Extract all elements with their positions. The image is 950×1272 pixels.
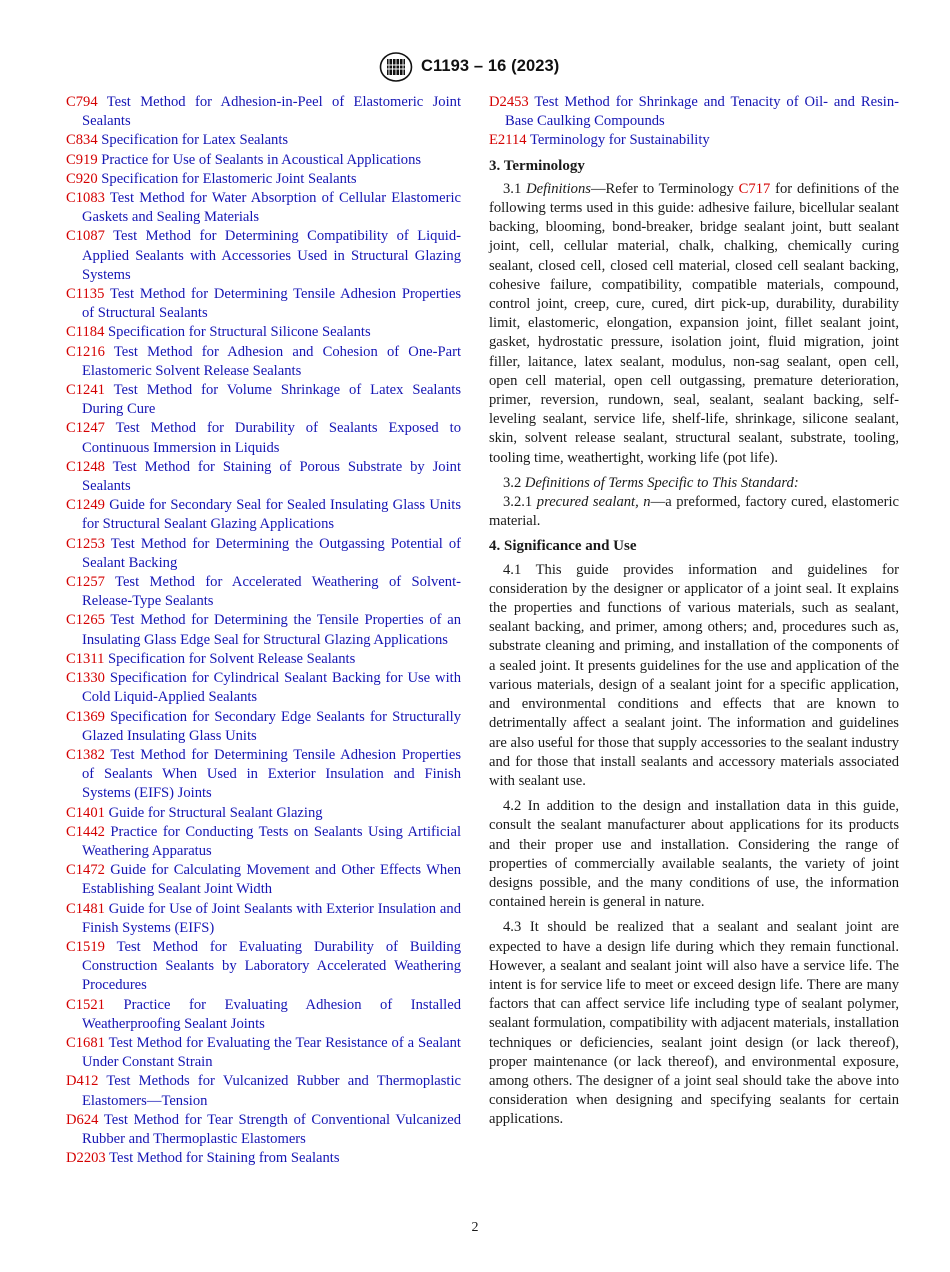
reference-entry (489, 131, 899, 150)
defined-term: precured sealant, n (536, 494, 651, 511)
reference-code-link[interactable]: C794 (66, 94, 98, 110)
reference-title-link[interactable]: Practice for Evaluating Adhesion of Installed Weatherproofing Sealant Joints (82, 996, 462, 1032)
paragraph-text: —Refer to Terminology (590, 180, 739, 197)
reference-title-link[interactable]: Test Method for Adhesion-in-Peel of Elastomeric Joint Sealants (82, 94, 461, 130)
reference-code-link[interactable]: C1472 (66, 862, 105, 879)
reference-title-link[interactable]: Test Method for Staining from Sealants (109, 1150, 340, 1167)
reference-entry (66, 1149, 461, 1168)
reference-entry (66, 458, 461, 496)
reference-title-link[interactable]: Test Method for Determining Tensile Adhesion Properties of Structural Sealants (82, 286, 461, 322)
reference-entry (66, 343, 461, 381)
reference-code-link[interactable]: C1253 (66, 535, 105, 552)
reference-title-link[interactable]: Test Method for Tear Strength of Conventional Vulcanized Rubber and Thermoplastic Elastomers (82, 1111, 461, 1147)
reference-title-link[interactable]: Terminology for Sustainability (529, 132, 710, 149)
reference-entry (66, 381, 461, 419)
reference-title-link[interactable]: Test Method for Durability of Sealants Exposed to Continuous Immersion in Liquids (82, 420, 461, 456)
reference-title-link[interactable]: Specification for Cylindrical Sealant Backing for Use with Cold Liquid-Applied Sealants (82, 670, 461, 706)
reference-code-link[interactable]: C919 (66, 151, 98, 168)
reference-code-link[interactable]: D2453 (489, 94, 529, 110)
reference-code-link[interactable]: C1184 (66, 324, 105, 341)
paragraph-3-2-1 (489, 493, 899, 531)
page-number: 2 (471, 1220, 479, 1235)
right-column (489, 93, 899, 1136)
reference-entry (66, 227, 461, 285)
reference-title-link[interactable]: Test Method for Shrinkage and Tenacity of Oil- and Resin-Base Caulking Compounds (505, 94, 899, 130)
reference-title-link[interactable]: Test Methods for Vulcanized Rubber and Thermoplastic Elastomers—Tension (82, 1073, 461, 1109)
reference-title-link[interactable]: Specification for Latex Sealants (101, 132, 289, 149)
reference-entry (66, 804, 461, 823)
paragraph-number: 3.2 (503, 474, 522, 491)
reference-code-link[interactable]: C1681 (66, 1034, 105, 1051)
reference-code-link[interactable]: C834 (66, 132, 98, 149)
reference-entry (66, 1111, 461, 1149)
reference-title-link[interactable]: Test Method for Determining Tensile Adhesion Properties of Sealants When Used in Exterior Insulation and Finish Systems (EIFS) Joints (82, 746, 461, 802)
reference-title-link[interactable]: Test Method for Evaluating the Tear Resistance of a Sealant Under Constant Strain (82, 1034, 461, 1071)
astm-logo-icon (379, 50, 413, 84)
reference-title-link[interactable]: Test Method for Determining Compatibility of Liquid-Applied Sealants with Accessories Used in Structural Glazing Systems (82, 228, 461, 283)
reference-code-link[interactable]: C920 (66, 170, 98, 187)
reference-code-link[interactable]: C1519 (66, 938, 105, 955)
referenced-documents-list (66, 93, 461, 1168)
reference-title-link[interactable]: Test Method for Accelerated Weathering of Solvent-Release-Type Sealants (82, 574, 461, 610)
reference-title-link[interactable]: Specification for Secondary Edge Sealants for Structurally Glazed Insulating Glass Units (82, 708, 461, 744)
terminology-heading: 3. Terminology (489, 157, 585, 174)
reference-title-link[interactable]: Guide for Structural Sealant Glazing (108, 804, 323, 821)
definitions-specific-label: Definitions of Terms Specific to This Standard: (524, 474, 799, 491)
reference-entry (66, 708, 461, 746)
definitions-label: Definitions (526, 180, 591, 197)
reference-entry (66, 573, 461, 611)
paragraph-text: for definitions of the following terms used in this guide: adhesive failure, bicellular sealant backing, blooming, bond-breaker, bridge sealant joint, butt sealant joint, cell, cellular material, chalk, chalking, chemically curing sealant, closed cell, closed cell material, closed cell sealant backing, cohesive failure, compatibility, compatible materials, compound, control joint, creep, cure, cured, dirt pick-up, durability, durability limit, elastomeric, elongation, expansion joint, fillet sealant joint, gasket, hydrostatic pressure, isolation joint, fluid migration, joint filler, laitance, latex sealant, modulus, non-sag sealant, open cell, open cell material, open cell outgassing, premature deterioration, primer, reversion, rundown, seal, sealant, sealant backing, self-leveling sealant, service life, shelf-life, shrinkage, silicone sealant, skin, solvent release sealant, structural sealant, substrate, tooling, tooling time, weathertight, working life (pot life). (489, 180, 899, 466)
reference-code-link[interactable]: C1241 (66, 382, 105, 399)
reference-code-link[interactable]: D2203 (66, 1150, 106, 1167)
reference-title-link[interactable]: Test Method for Volume Shrinkage of Latex Sealants During Cure (82, 382, 461, 418)
reference-title-link[interactable]: Test Method for Evaluating Durability of Building Construction Sealants by Laboratory Accelerated Weathering Procedures (82, 938, 461, 994)
reference-title-link[interactable]: Guide for Use of Joint Sealants with Exterior Insulation and Finish Systems (EIFS) (82, 900, 461, 936)
reference-code-link[interactable]: E2114 (489, 132, 527, 149)
reference-entry (489, 93, 899, 131)
paragraph-number: 3.1 (503, 180, 522, 197)
reference-entry (66, 746, 461, 804)
reference-title-link[interactable]: Practice for Use of Sealants in Acoustical Applications (101, 151, 422, 168)
reference-link-c717[interactable]: C717 (738, 180, 771, 197)
reference-title-link[interactable]: Practice for Conducting Tests on Sealants Using Artificial Weathering Apparatus (82, 823, 462, 859)
reference-entry (66, 151, 461, 170)
reference-entry (66, 419, 461, 457)
reference-code-link[interactable]: C1401 (66, 804, 105, 821)
reference-entry (66, 496, 461, 534)
reference-code-link[interactable]: C1247 (66, 420, 105, 437)
reference-title-link[interactable]: Specification for Solvent Release Sealants (108, 650, 356, 667)
reference-code-link[interactable]: C1382 (66, 746, 105, 763)
document-id: C1193 – 16 (2023) (421, 57, 560, 75)
reference-entry (66, 938, 461, 996)
reference-entry (66, 535, 461, 573)
reference-entry (66, 669, 461, 707)
reference-entry (66, 861, 461, 899)
reference-code-link[interactable]: C1216 (66, 343, 105, 360)
reference-title-link[interactable]: Specification for Structural Silicone Sealants (108, 324, 371, 341)
reference-title-link[interactable]: Guide for Calculating Movement and Other Effects When Establishing Sealant Joint Width (82, 862, 461, 898)
reference-title-link[interactable]: Test Method for Water Absorption of Cellular Elastomeric Gaskets and Sealing Materials (82, 190, 461, 226)
reference-title-link[interactable]: Test Method for Staining of Porous Substrate by Joint Sealants (82, 458, 461, 495)
paragraph-4-3: 4.3 It should be realized that a sealant and sealant joint are expected to have a design life during which they remain functional. However, a sealant and sealant joint will also have a service life. The intent is for service life to meet or exceed design life. There are many factors that can affect service life including type of sealant polymer, sealant formulation, compatibility with adjacent materials, installation techniques or deficiencies, sealant joint design (or lack thereof), proper maintenance (or lack thereof), and environmental exposure, among others. The designer of a joint seal should take the above into consideration when designing and specifying sealants for certain applications. (489, 919, 899, 1128)
reference-code-link[interactable]: C1265 (66, 612, 105, 629)
reference-code-link[interactable]: D412 (66, 1073, 99, 1090)
reference-entry (66, 323, 461, 342)
paragraph-3-1 (489, 180, 899, 468)
reference-title-link[interactable]: Test Method for Determining the Outgassing Potential of Sealant Backing (82, 535, 461, 571)
reference-entry (66, 650, 461, 669)
reference-title-link[interactable]: Test Method for Determining the Tensile Properties of an Insulating Glass Edge Seal for Structural Glazing Applications (82, 612, 461, 648)
paragraph-4-1: 4.1 This guide provides information and guidelines for consideration by the designer or applicator of a joint seal. It explains the properties and functions of various materials, such as sealant, sealant backing, and primer, among others; and, procedures such as, substrate cleaning and priming, and installation of the components of a sealed joint. It presents guidelines for the use and application of the various materials, design of a sealant joint for a specific application, and environmental conditions and effects that are known to detrimentally affect a sealant joint. The information and guidelines are also useful for those that supply accessories to the sealant industry and for those that install sealants and accessory materials associated with sealant use. (489, 561, 899, 789)
reference-code-link[interactable]: C1249 (66, 497, 105, 514)
reference-entry (66, 93, 461, 131)
reference-code-link[interactable]: C1248 (66, 458, 105, 475)
reference-code-link[interactable]: C1257 (66, 574, 105, 591)
paragraph-3-2 (489, 474, 899, 493)
reference-code-link[interactable]: C1330 (66, 670, 105, 687)
reference-code-link[interactable]: C1521 (66, 996, 105, 1013)
reference-entry (66, 131, 461, 150)
reference-entry (66, 285, 461, 323)
reference-code-link[interactable]: C1087 (66, 228, 105, 245)
reference-entry (66, 170, 461, 189)
reference-code-link[interactable]: C1135 (66, 286, 105, 303)
reference-entry (66, 1034, 461, 1072)
reference-code-link[interactable]: C1442 (66, 823, 105, 840)
reference-entry (66, 996, 461, 1034)
referenced-documents-continued (489, 93, 899, 151)
significance-heading: 4. Significance and Use (489, 538, 637, 555)
reference-entry (66, 1072, 461, 1110)
reference-entry (66, 611, 461, 649)
reference-code-link[interactable]: C1311 (66, 650, 105, 667)
reference-title-link[interactable]: Guide for Secondary Seal for Sealed Insulating Glass Units for Structural Sealant Glazing Applications (82, 497, 461, 533)
reference-title-link[interactable]: Test Method for Adhesion and Cohesion of One-Part Elastomeric Solvent Release Sealants (82, 343, 461, 379)
paragraph-number: 3.2.1 (503, 494, 533, 511)
definition-text: —a preformed, factory cured, elastomeric material. (489, 494, 900, 530)
reference-entry (66, 900, 461, 938)
reference-entry (66, 189, 461, 227)
reference-code-link[interactable]: C1083 (66, 190, 105, 207)
reference-code-link[interactable]: C1481 (66, 900, 105, 917)
reference-title-link[interactable]: Specification for Elastomeric Joint Sealants (101, 170, 357, 187)
reference-code-link[interactable]: C1369 (66, 708, 105, 725)
reference-entry (66, 823, 461, 861)
reference-code-link[interactable]: D624 (66, 1111, 99, 1128)
paragraph-4-2: 4.2 In addition to the design and installation data in this guide, consult the sealant manufacturer about applications for its products and their proper use and installation. Considering the range of properties of commercially available sealants, the variety of joint designs possible, and the many conditions of use, the information contained herein is general in nature. (489, 798, 899, 911)
page-header (0, 48, 950, 88)
